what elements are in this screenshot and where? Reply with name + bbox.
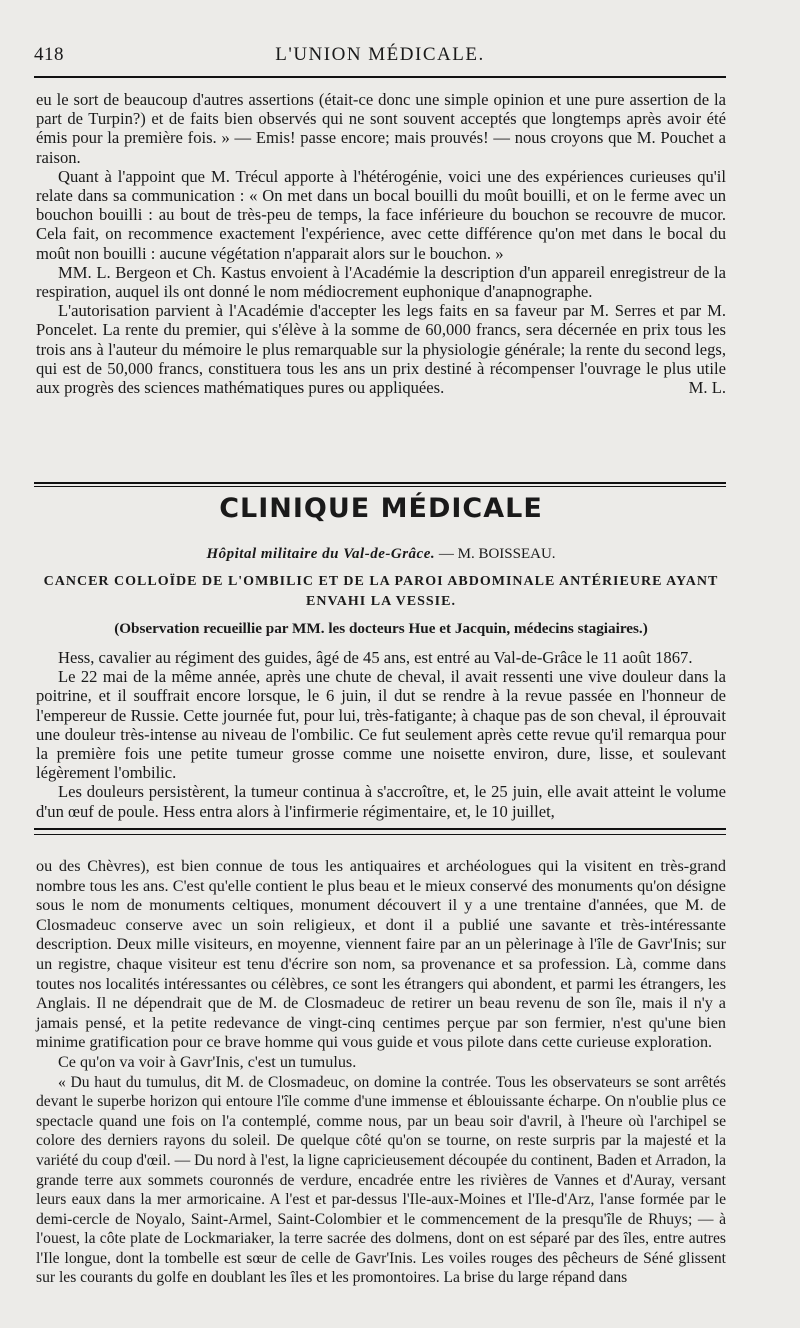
feuilleton [36,857,726,1288]
section-title: CLINIQUE MÉDICALE [219,493,543,524]
hospital-name: Hôpital militaire du Val-de-Grâce. [206,546,436,562]
intro-paragraph-4 [36,301,726,397]
doctor-name: — M. BOISSEAU. [438,546,556,562]
observation-credit: (Observation recueillie par MM. les docteurs Hue et Jacquin, médecins stagiaires.) [114,620,648,637]
feuilleton-paragraph-2: Ce qu'on va voir à Gavr'Inis, c'est un tumulus. [58,1052,357,1071]
page-header [34,44,726,72]
feuilleton-paragraph-1: ou des Chèvres), est bien connue de tous les antiquaires et archéologues qui la visitent en très-grand nombre tous les ans. C'est qu'elle contient le plus beau et le mieux conservé des monuments qu'on désigne sous le nom de monuments celtiques, monument découvert il y a une trentaine d'années, que M. de Closmadeuc conserve avec un soin religieux, et dont il a publié une savante et très-intéressante description. Deux mille visiteurs, en moyenne, viennent faire par an un pèlerinage à l'île de Gavr'Inis; sur un registre, chaque visiteur est tenu d'écrire son nom, sa provenance et sa profession. Là, comme dans toutes nos localités intéressantes ou célèbres, ce sont les étrangers qui abondent, et parmi les étrangers, les Anglais. Il ne dépendrait que de M. de Closmadeuc de retirer un beau revenu de son île, mais il n'y a jamais pensé, et la petite redevance de vingt-cinq centimes perçue par son fermier, n'est qu'une bien minime gratification pour ce brave homme qui vous guide et vous pilote dans cette curieuse exploration. [36,857,726,1052]
signature: M. L. [688,378,726,398]
case-paragraph-3: Les douleurs persistèrent, la tumeur continua à s'accroître, et, le 25 juin, elle avait atteint le volume d'un œuf de poule. Hess entra alors à l'infirmerie régimentaire, et, le 10 juillet, [36,782,726,821]
case-paragraph-1: Hess, cavalier au régiment des guides, âgé de 45 ans, est entré au Val-de-Grâce le 11 août 1867. [58,648,693,667]
case-paragraph-2: Le 22 mai de la même année, après une chute de cheval, il avait ressenti une vive douleur dans la poitrine, et il souffrait encore lorsque, le 6 juin, il dut se rendre à la revue passée en l'honneur de l'empereur de Russie. Cette journée fut, pour lui, très-fatigante; à chaque pas de son cheval, il éprouvait une douleur très-intense au niveau de l'ombilic. Ce fut seulement après cette revue qu'il remarqua pour la première fois une petite tumeur grosse comme une noisette environ, dure, lisse, et soulevant légèrement l'ombilic. [36,667,726,783]
feuilleton-paragraph-3: « Du haut du tumulus, dit M. de Closmadeuc, on domine la contrée. Tous les observateurs se sont arrêtés devant le superbe horizon qui entoure l'île comme d'une immense et éblouissante écharpe. On n'oublie plus ce spectacle quand une fois on l'a contemplé, comme nous, par un beau soir d'avril, à l'heure où l'archipel se colore des derniers rayons du soleil. De quelque côté qu'on se tourne, on reste surpris par la majesté et la variété du coup d'œil. — Du nord à l'est, la ligne capricieusement découpée du continent, Baden et Arradon, la grande terre aux sommets couronnés de verdure, encadrée entre les rivières de Vannes et d'Auray, versant leurs eaux dans la mer armoricaine. A l'est et par-dessus l'Ile-aux-Moines et l'Ile-d'Arz, l'anse formée par le demi-cercle de Noyalo, Saint-Armel, Saint-Colombier et le commencement de la presqu'île de Rhuys; — à l'ouest, la côte plate de Lockmariaker, la terre sacrée des dolmens, dont on est séparé par des îles, entre autres l'Ile longue, dont la tombelle est sœur de celle de Gavr'Inis. Les voiles rouges des pêcheurs de Séné glissent sur les courants du golfe en doublant les îles et les promontoires. La brise du large répand dans [36,1073,726,1287]
feuilleton-rule-bottom [34,834,726,835]
feuilleton-rule-top [34,828,726,830]
case-title: CANCER COLLOÏDE DE L'OMBILIC ET DE LA PAROI ABDOMINALE ANTÉRIEURE AYANT ENVAHI LA VESSIE. [43,574,719,609]
clinical-case [36,648,726,821]
section-rule-bottom [34,486,726,487]
intro-paragraph-3: MM. L. Bergeon et Ch. Kastus envoient à l'Académie la description d'un appareil enregistreur de la respiration, auquel ils ont donné le nom médiocrement euphonique d'anapnographe. [36,262,726,302]
section-rule-top [34,482,726,484]
intro-paragraph-4-text: L'autorisation parvient à l'Académie d'accepter les legs faits en sa faveur par M. Serres et par M. Poncelet. La rente du premier, qui s'élève à la somme de 60,000 francs, sera décernée en prix tous les trois ans à l'auteur du mémoire le plus remarquable sur la physiologie générale; la rente du second legs, qui est de 50,000 francs, constituera tous les ans un prix destiné à récompenser l'ouvrage le plus utile aux progrès des sciences mathématiques pures ou appliquées. [36,301,726,398]
running-title: L'UNION MÉDICALE. [275,44,485,65]
intro-paragraph-2: Quant à l'appoint que M. Trécul apporte à l'hétérogénie, voici une des expériences curieuses qu'il relate dans sa communication : « On met dans un bocal bouilli du moût bouilli, et on le ferme avec un bouchon bouilli : au bout de très-peu de temps, la face inférieure du bouchon se recouvre de mucor. Cela fait, on recommence exactement l'expérience, avec cette différence qu'on met dans le bocal du moût non bouilli : aucune végétation n'apparait alors sur le bouchon. » [36,166,726,263]
academy-report [36,90,726,397]
hospital-line [36,546,726,563]
header-rule [34,76,726,78]
intro-paragraph-1: eu le sort de beaucoup d'autres assertions (était-ce donc une simple opinion et une pure assertion de la part de Turpin?) et de faits bien observés qui ne sont souvent acceptés que longtemps après avoir été émis pour la première fois. » — Emis! passe encore; mais prouvés! — nous croyons que M. Pouchet a raison. [36,90,726,167]
page-number: 418 [34,44,64,65]
